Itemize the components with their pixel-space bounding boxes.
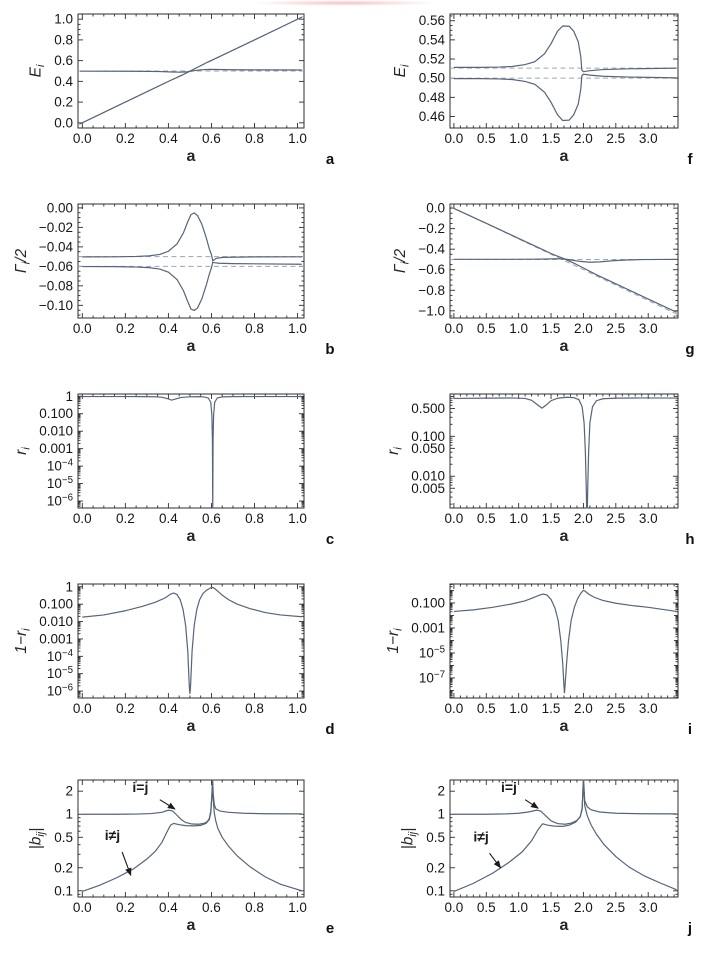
tick-label: 0.2 <box>54 94 73 110</box>
tick-label: 0.0 <box>444 131 464 146</box>
y-axis-label: $1-r_i$ <box>13 628 33 654</box>
tick-label: 0.2 <box>426 860 445 876</box>
tick-label: 0.5 <box>426 829 445 845</box>
plot-j <box>399 777 692 937</box>
tick-label: 0.100 <box>39 406 73 422</box>
y-axis-label: $|b_{ij}|$ <box>27 827 47 850</box>
tick-label: 0.010 <box>39 614 73 630</box>
tick-label: 0.5 <box>476 511 496 526</box>
tick-label: 0.2 <box>115 321 135 336</box>
tick-label: 0.8 <box>54 32 73 48</box>
tick-label: 0.6 <box>202 900 221 915</box>
tick-label: 0.6 <box>202 511 221 526</box>
tick-label: 2 <box>437 783 445 799</box>
tick-label: 1.0 <box>509 321 529 336</box>
tick-label: 1.0 <box>509 900 529 915</box>
tick-label: 0.0 <box>444 701 464 716</box>
series-1-r <box>82 587 302 693</box>
plot-i <box>385 584 692 738</box>
tick-label: 2.5 <box>606 321 626 336</box>
y-axis-label: $E_i$ <box>27 64 47 78</box>
tick-label: 2.0 <box>574 511 593 526</box>
tick-label: 1.5 <box>541 900 561 915</box>
tick-label: 1.0 <box>288 131 307 146</box>
tick-label: 0.46 <box>418 109 445 125</box>
panel-letter-i: i <box>687 721 693 738</box>
tick-label: 1.0 <box>54 11 73 27</box>
tick-label: 1 <box>65 579 73 595</box>
tick-label: 0.0 <box>72 321 92 336</box>
tick-label: −0.2 <box>418 221 445 237</box>
tick-label: 0.010 <box>39 423 73 439</box>
tick-label: 1.0 <box>288 321 307 336</box>
annotation-arrow <box>160 800 175 809</box>
series-r <box>454 397 677 528</box>
panel-letter-d: d <box>325 721 335 738</box>
ticks <box>450 14 678 128</box>
tick-label: 0.5 <box>476 131 496 146</box>
tick-label: 2.0 <box>574 900 593 915</box>
tick-label: 0.2 <box>115 701 135 716</box>
tick-label: 0.6 <box>202 321 221 336</box>
tick-label: 2 <box>65 783 73 799</box>
tick-label: 1.5 <box>541 131 561 146</box>
plot-frame <box>450 394 678 508</box>
tick-label: 3.0 <box>638 131 658 146</box>
series-b-diagonal <box>82 777 302 825</box>
plot-d <box>13 579 335 738</box>
tick-label: 0.100 <box>411 595 445 611</box>
tick-label: 0.4 <box>159 321 178 336</box>
tick-label: 0.8 <box>245 900 264 915</box>
tick-label: 0.0 <box>72 701 92 716</box>
tick-label: 3.0 <box>638 511 658 526</box>
series-G1 <box>454 208 677 312</box>
tick-label: 0.5 <box>476 900 496 915</box>
tick-label: −0.02 <box>38 219 73 235</box>
tick-label: −1.0 <box>418 303 445 319</box>
tick-label: $10^{-7}$ <box>418 669 445 686</box>
series-G2 <box>82 262 302 310</box>
tick-label: −0.6 <box>418 262 445 278</box>
tick-label: 2.5 <box>606 131 626 146</box>
tick-label: 0.001 <box>39 631 73 647</box>
x-axis-label: a <box>559 338 569 355</box>
tick-label: 0.4 <box>159 511 178 526</box>
plot-frame <box>78 394 304 508</box>
tick-label: 0.8 <box>245 321 264 336</box>
annotation-arrow <box>525 800 538 809</box>
series-G1 <box>82 213 302 261</box>
tick-label: 3.0 <box>638 701 658 716</box>
x-axis-label: a <box>186 528 196 545</box>
tick-label: 0.8 <box>245 701 264 716</box>
y-axis-label: $r_i$ <box>385 447 405 455</box>
tick-label: 0.2 <box>115 131 135 146</box>
panel-letter-g: g <box>685 341 695 358</box>
tick-label: 0.2 <box>115 900 135 915</box>
tick-label: 0.0 <box>444 900 464 915</box>
tick-label: 1.0 <box>509 701 529 716</box>
plot-h <box>385 394 695 548</box>
tick-label: 0.00 <box>46 200 73 216</box>
annotation-label: i=j <box>132 779 149 796</box>
tick-label: 0.0 <box>72 900 92 915</box>
tick-label: 1.0 <box>288 511 307 526</box>
tick-label: −0.06 <box>38 258 73 274</box>
x-axis-label: a <box>186 718 196 735</box>
tick-label: 1.5 <box>541 321 561 336</box>
x-axis-label: a <box>186 338 196 355</box>
plot-a <box>27 12 334 168</box>
tick-label: 0.6 <box>54 53 73 69</box>
tick-label: 0.0 <box>72 131 92 146</box>
panel-letter-c: c <box>325 531 335 548</box>
panel-letter-h: h <box>685 531 695 548</box>
tick-label: 0.001 <box>411 620 445 636</box>
y-axis-label: $1-r_i$ <box>385 628 405 654</box>
tick-label: 0.0 <box>444 511 464 526</box>
tick-label: $10^{-4}$ <box>46 457 73 474</box>
tick-label: 0.2 <box>54 860 73 876</box>
tick-label: 1.5 <box>541 701 561 716</box>
series-E2 <box>454 74 677 120</box>
tick-label: 0.4 <box>159 900 178 915</box>
series-G2 <box>454 259 677 263</box>
tick-label: 0.54 <box>418 32 445 48</box>
tick-label: 2.0 <box>574 701 593 716</box>
panel-letter-a: a <box>325 151 335 168</box>
tick-label: 0.1 <box>426 883 445 899</box>
annotation-label: i≠j <box>104 827 121 844</box>
tick-label: 2.5 <box>606 511 626 526</box>
x-axis-label: a <box>186 148 196 165</box>
tick-label: 0.5 <box>476 701 496 716</box>
y-axis-label: $r_i$ <box>13 447 33 455</box>
ticks <box>450 394 678 508</box>
tick-label: 0.0 <box>444 321 464 336</box>
y-axis-label: $\Gamma_i/2$ <box>13 248 33 274</box>
tick-label: −0.04 <box>38 239 73 255</box>
plot-frame <box>450 14 678 128</box>
ticks <box>78 394 304 508</box>
tick-label: 0.50 <box>418 70 445 86</box>
tick-label: 0.500 <box>411 400 445 416</box>
x-axis-label: a <box>559 528 569 545</box>
tick-label: 2.5 <box>606 900 626 915</box>
tick-label: 0.010 <box>411 468 445 484</box>
panel-letter-b: b <box>325 341 335 358</box>
tick-label: 1.0 <box>509 131 529 146</box>
tick-label: 2.0 <box>574 321 593 336</box>
y-axis-label: $E_i$ <box>392 64 412 78</box>
tick-label: 0.100 <box>39 596 73 612</box>
tick-label: 1.0 <box>288 701 307 716</box>
panel-letter-f: f <box>687 151 693 168</box>
series-b-diagonal <box>454 777 677 825</box>
tick-label: 0.4 <box>54 73 73 89</box>
x-axis-label: a <box>559 148 569 165</box>
tick-label: 1.0 <box>509 511 529 526</box>
series-E1 <box>454 26 677 72</box>
tick-label: 0.5 <box>54 829 73 845</box>
annotation-label: i≠j <box>473 828 489 845</box>
tick-label: 0.8 <box>245 131 264 146</box>
annotation-label: i=j <box>500 779 517 796</box>
plot-frame <box>78 204 304 318</box>
plot-e <box>27 777 334 937</box>
series-1-r <box>454 590 677 693</box>
panel-letter-j: j <box>687 920 693 937</box>
tick-label: 3.0 <box>638 321 658 336</box>
annotation-arrow <box>490 853 501 868</box>
plot-c <box>13 389 334 548</box>
y-axis-label: $\Gamma_i/2$ <box>392 248 412 274</box>
annotation-arrow <box>122 852 131 875</box>
tick-label: 0.100 <box>411 428 445 444</box>
tick-label: 1.0 <box>288 900 307 915</box>
tick-label: 0.2 <box>115 511 135 526</box>
x-axis-label: a <box>186 917 196 934</box>
tick-label: $10^{-6}$ <box>46 682 73 699</box>
plot-f <box>392 13 693 168</box>
x-axis-label: a <box>559 917 569 934</box>
tick-label: 0.52 <box>418 51 445 67</box>
tick-label: 0.005 <box>411 480 445 496</box>
ticks <box>450 204 678 318</box>
tick-label: −0.4 <box>418 241 445 257</box>
tick-label: 0.6 <box>202 701 221 716</box>
tick-label: −0.8 <box>418 282 445 298</box>
tick-label: 0.56 <box>418 13 445 29</box>
tick-label: 0.001 <box>39 441 73 457</box>
tick-label: −0.08 <box>38 278 73 294</box>
tick-label: 1 <box>437 806 445 822</box>
tick-label: 2.5 <box>606 701 626 716</box>
plot-g <box>392 201 694 358</box>
x-axis-label: a <box>559 718 569 735</box>
tick-label: 0.4 <box>159 131 178 146</box>
plot-b <box>13 200 335 358</box>
tick-label: 1.5 <box>541 511 561 526</box>
series-r <box>82 397 302 514</box>
ticks <box>78 204 304 318</box>
tick-label: −0.10 <box>38 297 73 313</box>
tick-label: 0.1 <box>54 883 73 899</box>
tick-label: 0.5 <box>476 321 496 336</box>
tick-label: 0.4 <box>159 701 178 716</box>
tick-label: $10^{-6}$ <box>46 492 73 509</box>
tick-label: $10^{-5}$ <box>418 644 445 661</box>
tick-label: 2.0 <box>574 131 593 146</box>
tick-label: 0.0 <box>426 200 445 216</box>
tick-label: 1 <box>65 806 73 822</box>
tick-label: 0.48 <box>418 89 445 105</box>
tick-label: 0.6 <box>202 131 221 146</box>
tick-label: 0.8 <box>245 511 264 526</box>
y-axis-label: $|b_{ij}|$ <box>399 827 419 850</box>
tick-label: $10^{-5}$ <box>46 665 73 682</box>
tick-label: 0.050 <box>411 440 445 456</box>
tick-label: $10^{-4}$ <box>46 647 73 664</box>
panel-letter-e: e <box>325 920 335 937</box>
tick-label: $10^{-5}$ <box>46 475 73 492</box>
tick-label: 1 <box>65 388 73 404</box>
tick-label: 3.0 <box>638 900 658 915</box>
tick-label: 0.0 <box>72 511 92 526</box>
tick-label: 0.0 <box>54 115 73 131</box>
plot-frame <box>450 204 678 318</box>
